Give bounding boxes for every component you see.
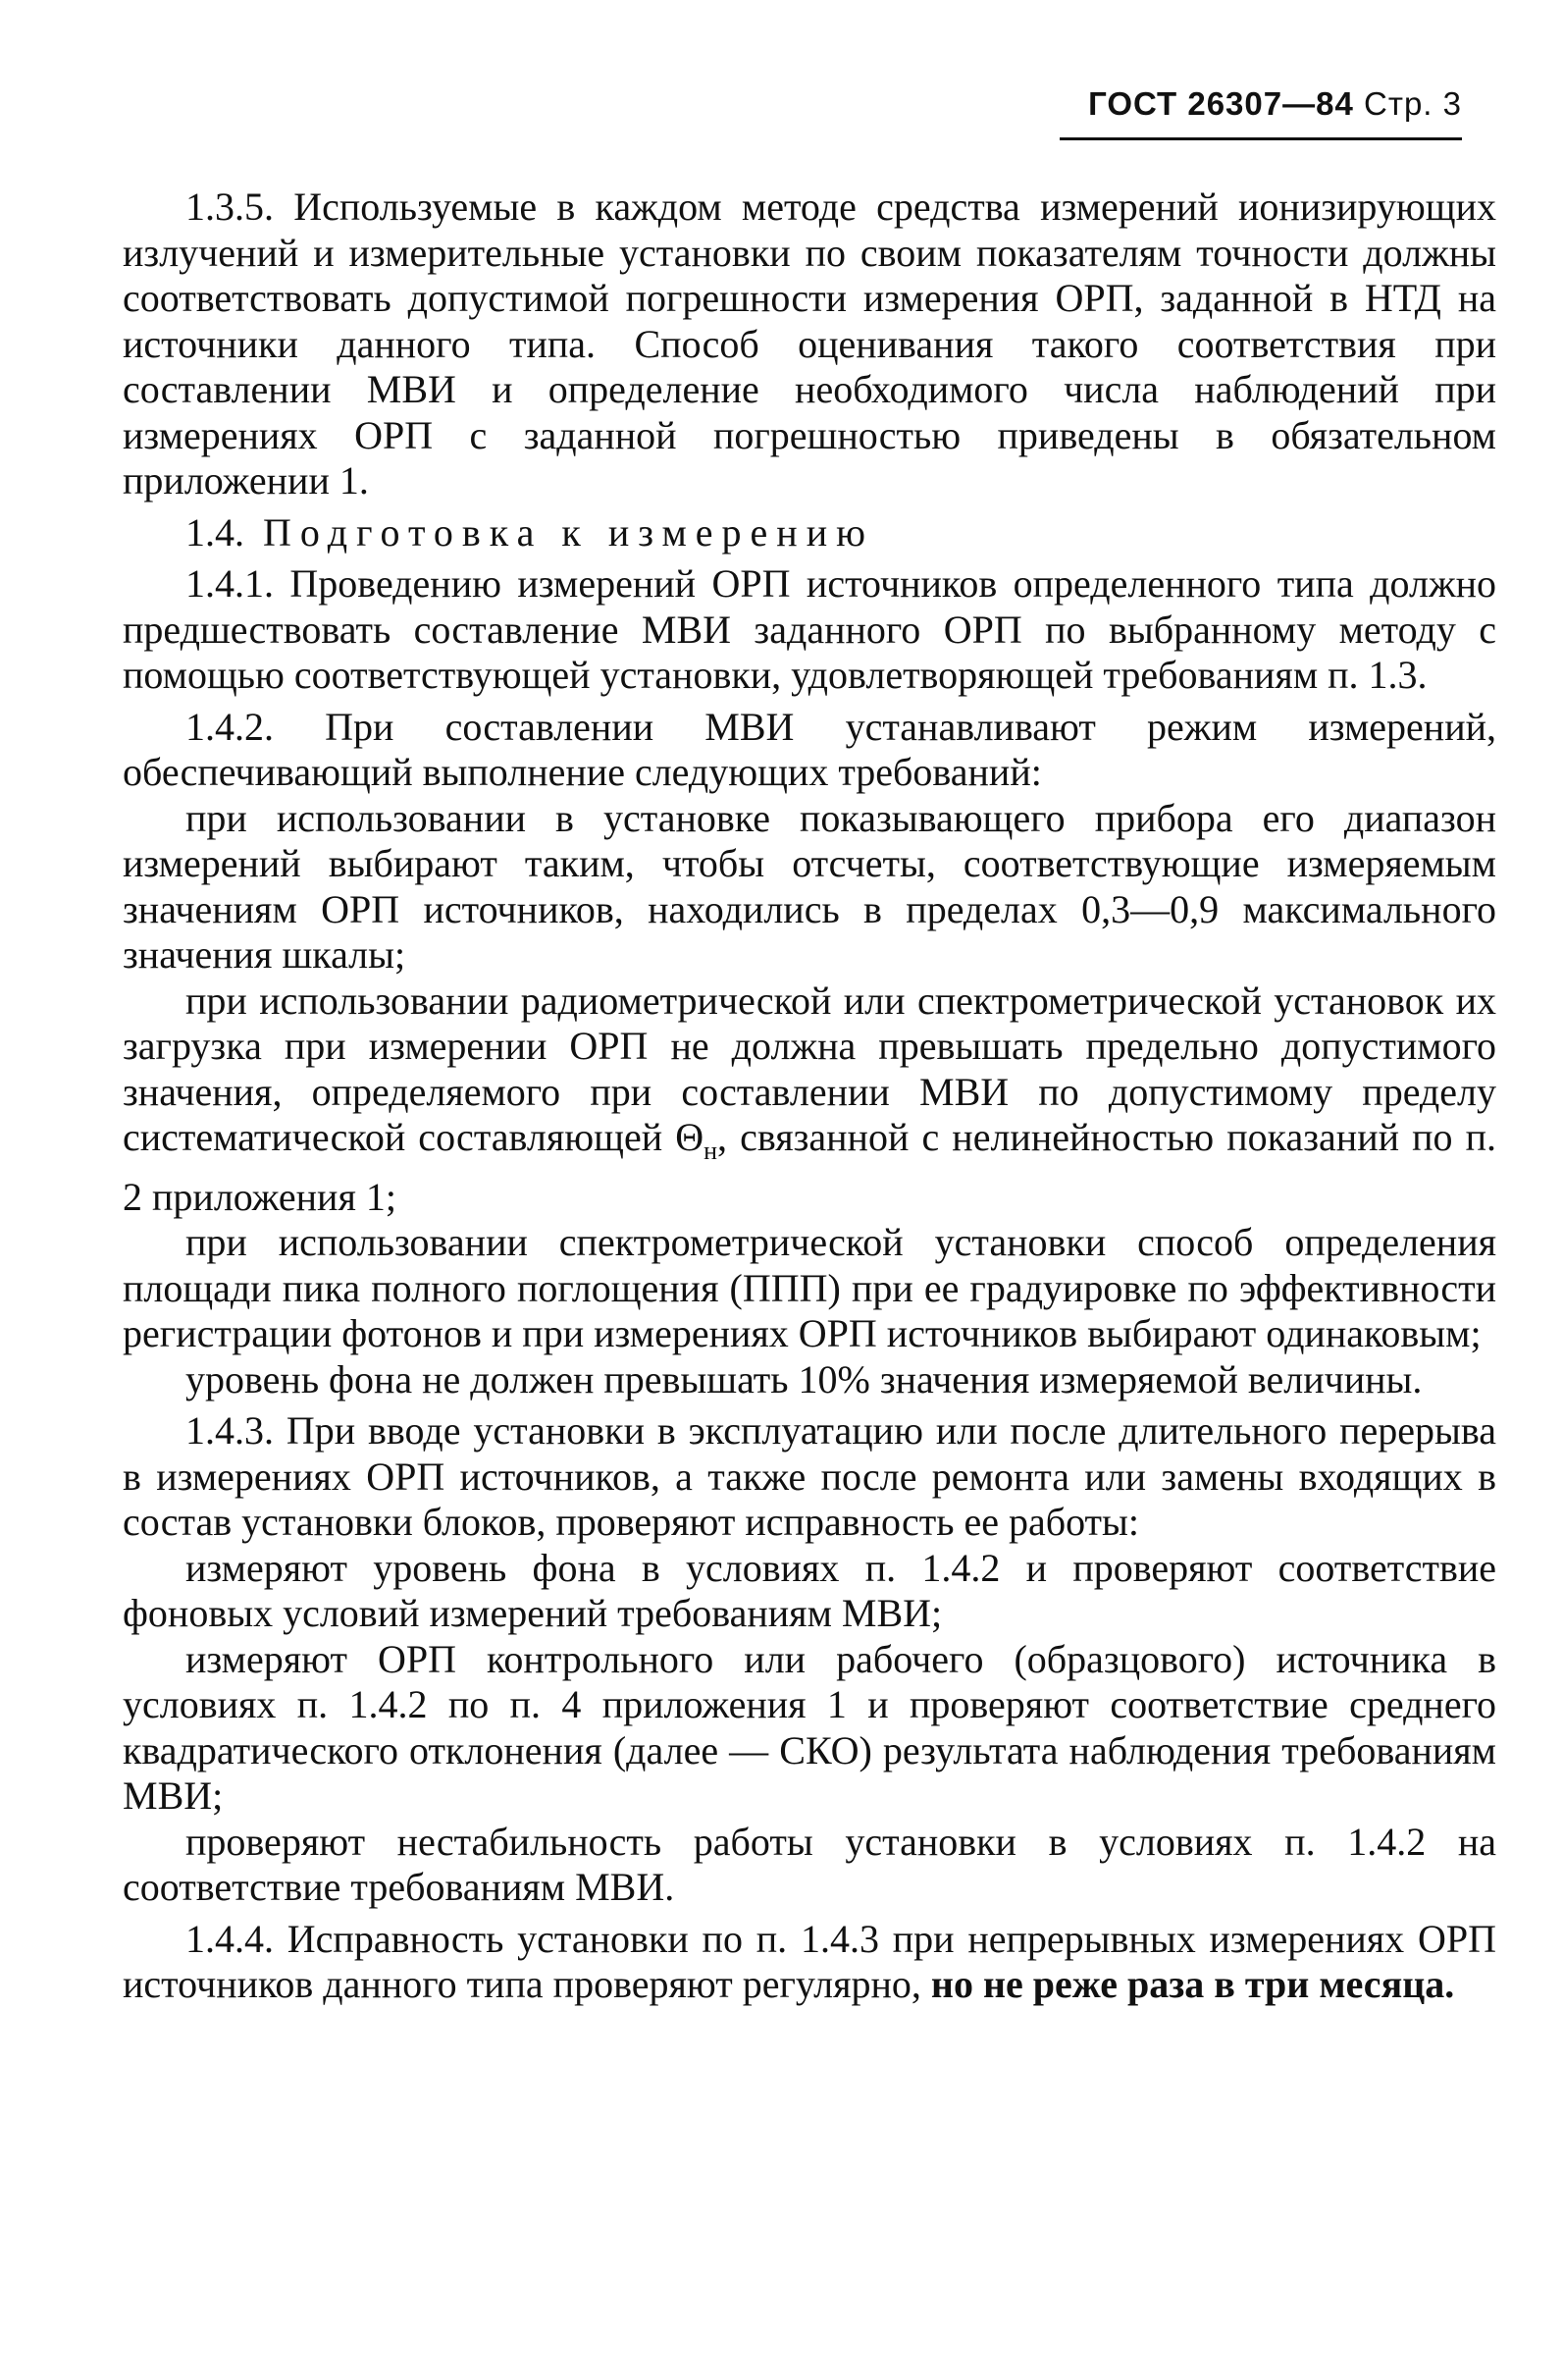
paragraph-1-4-2: 1.4.2. При составлении МВИ устанавливают режим измерений, обеспечивающий выполнение следующих требований:: [123, 704, 1496, 794]
document-body: [123, 185, 1496, 2008]
load-limit-tail: , связанной с нелинейностью показаний по п. 2 приложения 1;: [123, 1115, 1496, 1219]
page-header: [1060, 77, 1462, 140]
section-number: 1.4.: [185, 509, 244, 555]
paragraph-1-4-4: [123, 1917, 1496, 2008]
theta-subscript: н: [703, 1137, 717, 1165]
section-title: Подготовка к измерению: [263, 509, 874, 555]
standard-number: ГОСТ 26307—84: [1088, 85, 1354, 122]
list-item-scale-range: при использовании в установке показывающего прибора его диапазон измерений выбирают таким, чтобы отсчеты, соответствующие измеряемым значениям ОРП источников, находились в пределах 0,3—0,9 максимального значения шкалы;: [123, 795, 1496, 977]
list-item-load-limit: [123, 978, 1496, 1221]
list-item-control-source: измеряют ОРП контрольного или рабочего (образцового) источника в условиях п. 1.4.2 по п. 4 приложения 1 и проверяют соответствие среднего квадратического отклонения (далее — СКО) результата наблюдения требованиям МВИ;: [123, 1636, 1496, 1818]
list-item-instability: проверяют нестабильность работы установки в условиях п. 1.4.2 на соответствие требованиям МВИ.: [123, 1819, 1496, 1909]
list-item-peak-area: при использовании спектрометрической установки способ определения площади пика полного поглощения (ППП) при ее градуировке по эффективности регистрации фотонов и при измерениях ОРП источников выбирают одинаковым;: [123, 1220, 1496, 1355]
list-item-background: уровень фона не должен превышать 10% значения измеряемой величины.: [185, 1356, 1423, 1402]
list-item-background-check: измеряют уровень фона в условиях п. 1.4.2 и проверяют соответствие фоновых условий измерений требованиям МВИ;: [123, 1545, 1496, 1635]
load-limit-text: при использовании радиометрической или спектрометрической установок их загрузка при измерении ОРП не должна превышать предельно допустимого значения, определяемого при составлении МВИ по допустимому пределу систематической составляющей Θ: [123, 978, 1496, 1159]
paragraph-1-4-4-bold: но не реже раза в три месяца.: [930, 1962, 1455, 2006]
paragraph-1-4-1: 1.4.1. Проведению измерений ОРП источников определенного типа должно предшествовать составление МВИ заданного ОРП по выбранному методу с помощью соответствующей установки, удовлетворяющей требованиям п. 1.3.: [123, 561, 1496, 697]
paragraph-1-4-3: 1.4.3. При вводе установки в эксплуатацию или после длительного перерыва в измерениях ОРП источников, а также после ремонта или замены входящих в состав установки блоков, проверяют исправность ее работы:: [123, 1408, 1496, 1544]
paragraph-1-4-4-text: 1.4.4. Исправность установки по п. 1.4.3 при непрерывных измерениях ОРП источников данного типа проверяют регулярно,: [123, 1916, 1496, 2006]
section-heading-1-4: [123, 510, 1496, 556]
paragraph-1-3-5: 1.3.5. Используемые в каждом методе средства измерений ионизирующих излучений и измерительные установки по своим показателям точности должны соответствовать допустимой погрешности измерения ОРП, заданной в НТД на источники данного типа. Способ оценивания такого соответствия при составлении МВИ и определение необходимого числа наблюдений при измерениях ОРП с заданной погрешностью приведены в обязательном приложении 1.: [123, 185, 1496, 502]
page-number: Стр. 3: [1364, 85, 1462, 122]
